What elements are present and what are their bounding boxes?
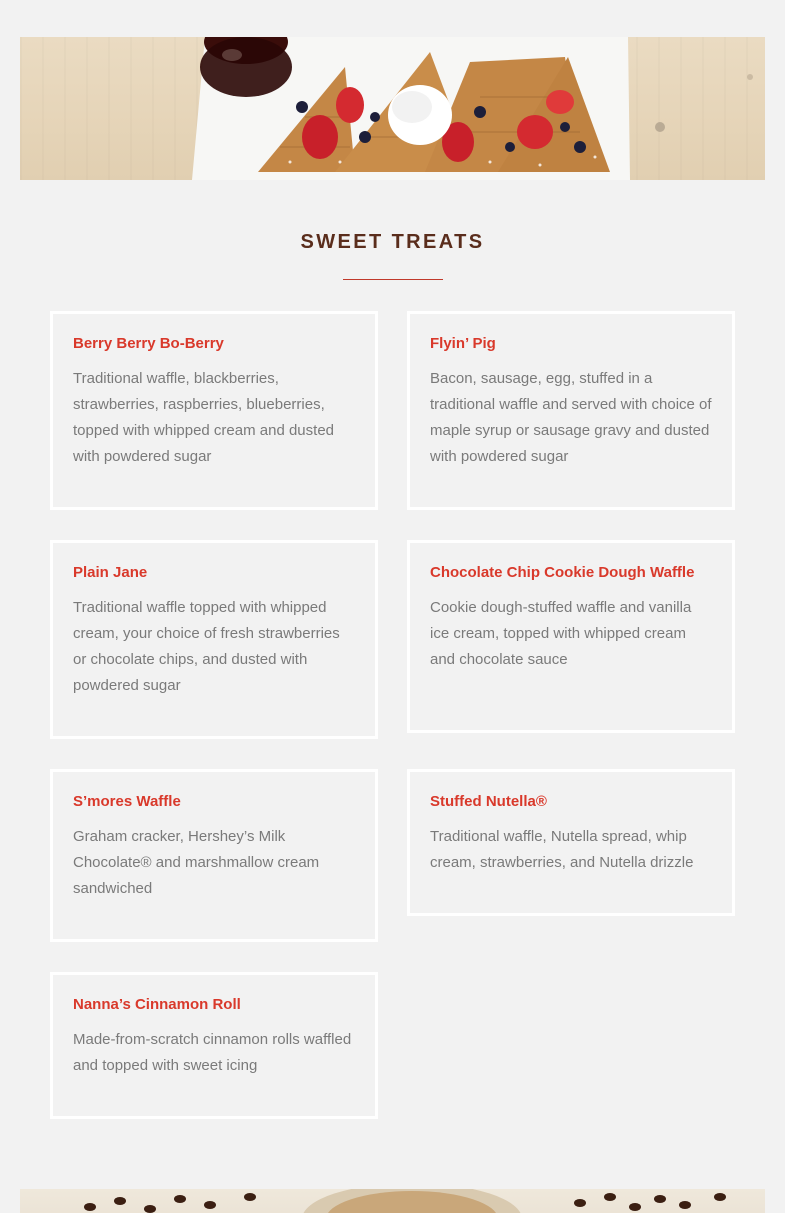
menu-item-description: Cookie dough-stuffed waffle and vanilla ice cream, topped with whipped cream and chocolate sauce [430, 599, 692, 668]
menu-item-description: Made-from-scratch cinnamon rolls waffled and topped with sweet icing [73, 1031, 352, 1074]
menu-item-card [407, 540, 735, 733]
section-title: SWEET TREATS [300, 231, 485, 253]
menu-item-title: Berry Berry Bo-Berry [73, 335, 224, 352]
menu-item-title: Stuffed Nutella® [430, 793, 547, 810]
waffle-plate-image [20, 37, 765, 180]
menu-item-description: Graham cracker, Hershey’s Milk Chocolate® and marshmallow cream sandwiched [73, 828, 320, 897]
menu-item-title: Nanna’s Cinnamon Roll [73, 996, 241, 1013]
menu-item-description: Traditional waffle, blackberries, strawberries, raspberries, blueberries, topped with whipped cream and dusted with powdered sugar [73, 370, 335, 465]
menu-item-card [50, 540, 378, 739]
menu-item-card [50, 311, 378, 510]
menu-item-card [407, 311, 735, 510]
menu-item-card [50, 972, 378, 1119]
menu-item-description: Bacon, sausage, egg, stuffed in a traditional waffle and served with choice of maple syrup or sausage gravy and dusted with powdered sugar [430, 370, 712, 465]
menu-item-title: Chocolate Chip Cookie Dough Waffle [430, 564, 695, 581]
menu-item-title: Plain Jane [73, 564, 148, 581]
coffee-beans-image [20, 1189, 765, 1213]
menu-item-description: Traditional waffle, Nutella spread, whip cream, strawberries, and Nutella drizzle [430, 828, 694, 871]
menu-item-card [50, 769, 378, 942]
menu-item-title: S’mores Waffle [73, 793, 181, 810]
menu-item-description: Traditional waffle topped with whipped cream, your choice of fresh strawberries or chocolate chips, and dusted with powdered sugar [73, 599, 340, 694]
menu-item-title: Flyin’ Pig [430, 335, 496, 352]
title-divider [343, 279, 443, 280]
menu-item-card [407, 769, 735, 916]
